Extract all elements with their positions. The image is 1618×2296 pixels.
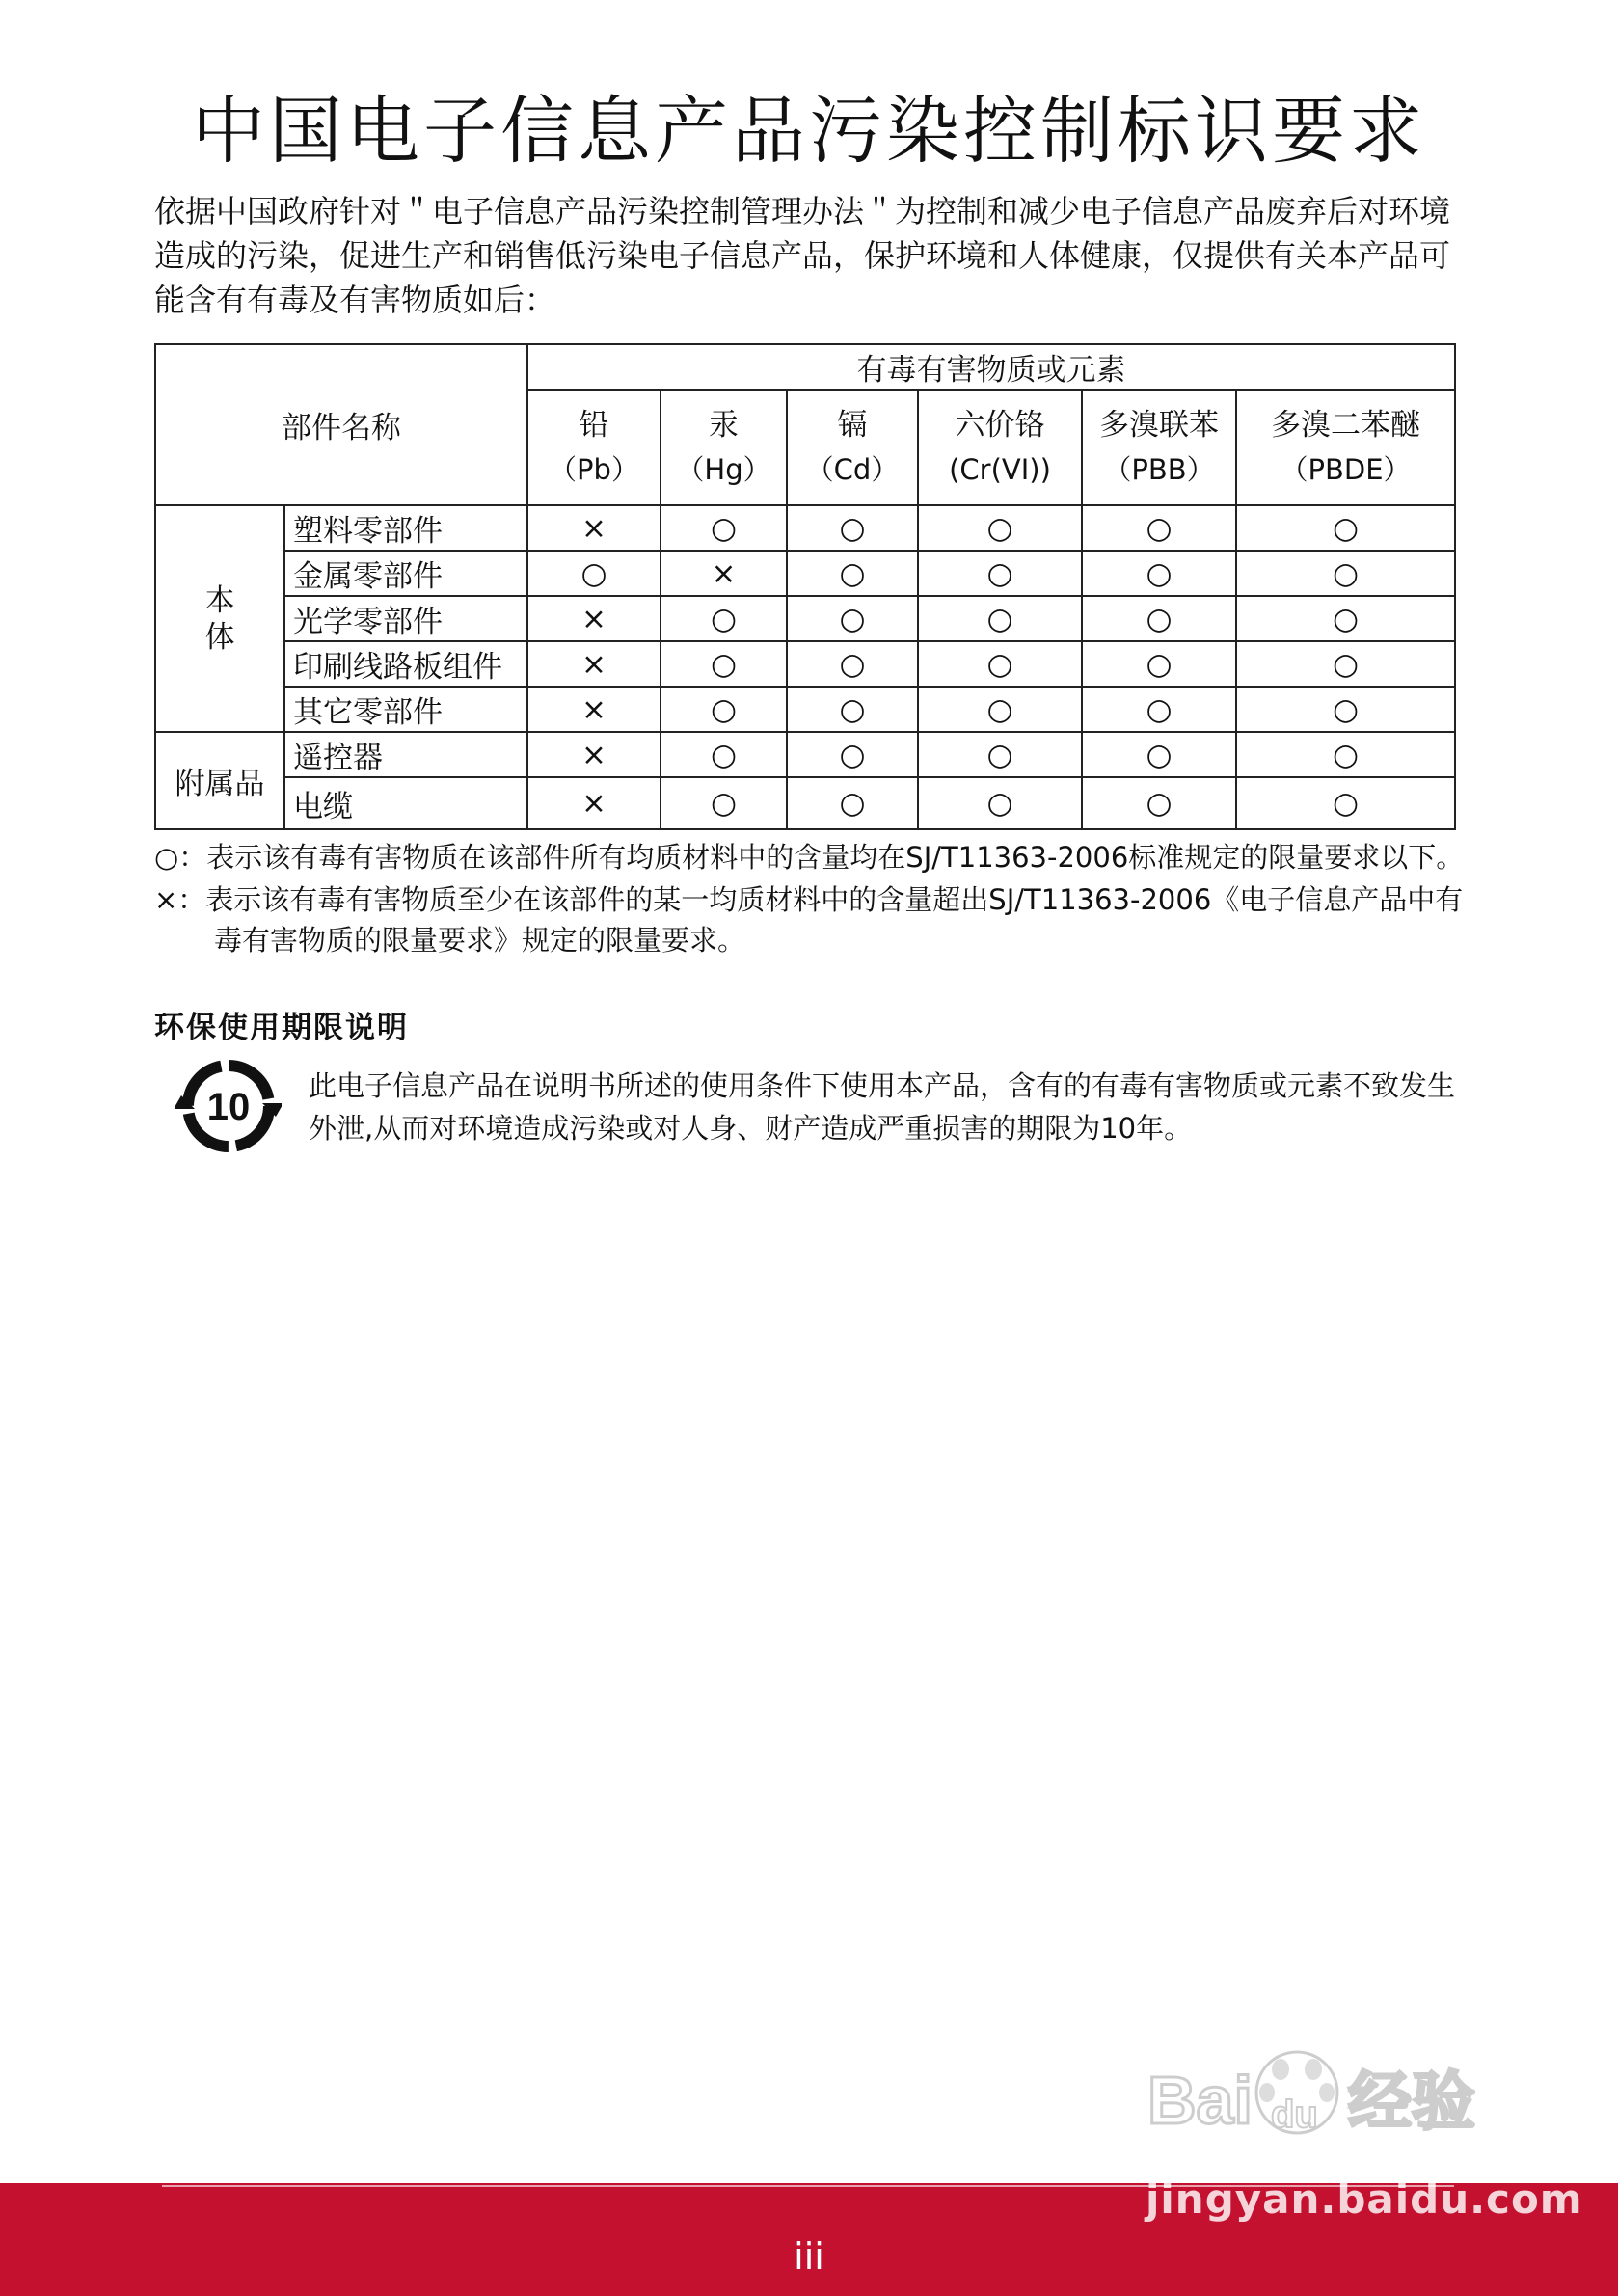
- table-row: [155, 641, 1455, 687]
- part-name: 塑料零部件: [284, 505, 527, 551]
- watermark-bai: Bai: [1147, 2063, 1253, 2138]
- epup-icon-number: 10: [206, 1086, 251, 1128]
- cell-mark: ○: [918, 641, 1082, 687]
- part-name: 遥控器: [284, 732, 527, 777]
- page-number: iii: [794, 2235, 824, 2278]
- epup-heading: 环保使用期限说明: [154, 1011, 409, 1045]
- cell-mark: ×: [527, 732, 661, 777]
- note-circle: ○：表示该有毒有害物质在该部件所有均质材料中的含量均在SJ/T11363-2006标准规定的限量要求以下。: [154, 841, 1465, 874]
- page-title: 中国电子信息产品污染控制标识要求: [192, 88, 1426, 174]
- cell-mark: ○: [1082, 687, 1236, 732]
- cell-mark: ○: [1082, 505, 1236, 551]
- table-row: [155, 732, 1455, 777]
- cell-mark: ○: [1236, 596, 1455, 641]
- part-name-header: 部件名称: [155, 344, 527, 505]
- substance-name: 多溴二苯醚: [1271, 408, 1421, 443]
- substance-symbol: （Cd）: [805, 453, 900, 486]
- table-row: [155, 596, 1455, 641]
- watermark-jingyan: 经验: [1348, 2065, 1475, 2139]
- cell-mark: ○: [918, 596, 1082, 641]
- substances-header: 有毒有害物质或元素: [527, 344, 1455, 390]
- table-row: [155, 551, 1455, 596]
- group-label-text: 本体: [204, 582, 235, 655]
- cell-mark: ×: [527, 777, 661, 829]
- group-label-accessories: 附属品: [155, 732, 284, 829]
- substance-header-lead: [527, 390, 661, 505]
- substance-name: 六价铬: [955, 408, 1045, 443]
- cell-mark: ○: [661, 596, 787, 641]
- cell-mark: ×: [527, 641, 661, 687]
- cell-mark: ○: [661, 505, 787, 551]
- cell-mark: ○: [661, 687, 787, 732]
- cell-mark: ×: [527, 505, 661, 551]
- cell-mark: ○: [787, 551, 918, 596]
- cell-mark: ○: [787, 732, 918, 777]
- cell-mark: ○: [1082, 596, 1236, 641]
- cell-mark: ○: [1236, 732, 1455, 777]
- cell-mark: ○: [661, 732, 787, 777]
- cell-mark: ×: [527, 687, 661, 732]
- cell-mark: ○: [787, 687, 918, 732]
- part-name: 金属零部件: [284, 551, 527, 596]
- table-notes: [154, 837, 1466, 962]
- hazardous-substances-table: [154, 343, 1456, 830]
- cell-mark: ○: [661, 641, 787, 687]
- cell-mark: ○: [1082, 777, 1236, 829]
- cell-mark: ○: [1082, 732, 1236, 777]
- cell-mark: ○: [1236, 505, 1455, 551]
- substance-header-pbb: [1082, 390, 1236, 505]
- cell-mark: ○: [1236, 641, 1455, 687]
- cell-mark: ×: [661, 551, 787, 596]
- cell-mark: ○: [1236, 687, 1455, 732]
- cell-mark: ○: [918, 505, 1082, 551]
- substance-symbol: （Hg）: [676, 453, 771, 486]
- intro-paragraph: 依据中国政府针对＂电子信息产品污染控制管理办法＂为控制和减少电子信息产品废弃后对环境造成的污染，促进生产和销售低污染电子信息产品，保护环境和人体健康，仅提供有关本产品可能含有有毒及有害物质如后：: [154, 193, 1451, 318]
- epup-description: 此电子信息产品在说明书所述的使用条件下使用本产品，含有的有毒有害物质或元素不致发生外泄,从而对环境造成污染或对人身、财产造成严重损害的期限为10年。: [309, 1069, 1456, 1145]
- substance-name: 多溴联苯: [1099, 408, 1219, 443]
- part-name: 印刷线路板组件: [284, 641, 527, 687]
- cell-mark: ○: [918, 777, 1082, 829]
- substance-symbol: （Pb）: [549, 453, 639, 486]
- cell-mark: ○: [787, 777, 918, 829]
- substance-name: 汞: [709, 408, 739, 443]
- cell-mark: ×: [527, 596, 661, 641]
- cell-mark: ○: [661, 777, 787, 829]
- epup-10-year-icon: [175, 1053, 282, 1159]
- table-row: [155, 777, 1455, 829]
- substance-header-mercury: [661, 390, 787, 505]
- group-label-body: [155, 505, 284, 732]
- watermark-url: jingyan.baidu.com: [1146, 2175, 1583, 2223]
- baidu-watermark-logo: [1147, 2035, 1533, 2150]
- substance-name: 铅: [579, 408, 609, 443]
- watermark-du: du: [1271, 2093, 1318, 2136]
- cell-mark: ○: [787, 641, 918, 687]
- part-name: 其它零部件: [284, 687, 527, 732]
- note-cross: ×：表示该有毒有害物质至少在该部件的某一均质材料中的含量超出SJ/T11363-2006《电子信息产品中有毒有害物质的限量要求》规定的限量要求。: [154, 883, 1464, 957]
- table-row: [155, 687, 1455, 732]
- cell-mark: ○: [787, 596, 918, 641]
- substance-symbol: （PBB）: [1103, 453, 1215, 486]
- substance-header-chromium: [918, 390, 1082, 505]
- substance-symbol: （PBDE）: [1280, 453, 1412, 486]
- cell-mark: ○: [1082, 641, 1236, 687]
- substance-name: 镉: [837, 408, 868, 443]
- substance-header-pbde: [1236, 390, 1455, 505]
- cell-mark: ○: [918, 551, 1082, 596]
- cell-mark: ○: [787, 505, 918, 551]
- table-row: [155, 505, 1455, 551]
- substance-symbol: (Cr(VI)): [949, 453, 1051, 486]
- cell-mark: ○: [1236, 777, 1455, 829]
- cell-mark: ○: [918, 687, 1082, 732]
- cell-mark: ○: [1082, 551, 1236, 596]
- substance-header-cadmium: [787, 390, 918, 505]
- cell-mark: ○: [918, 732, 1082, 777]
- cell-mark: ○: [1236, 551, 1455, 596]
- part-name: 光学零部件: [284, 596, 527, 641]
- part-name: 电缆: [284, 777, 527, 829]
- cell-mark: ○: [527, 551, 661, 596]
